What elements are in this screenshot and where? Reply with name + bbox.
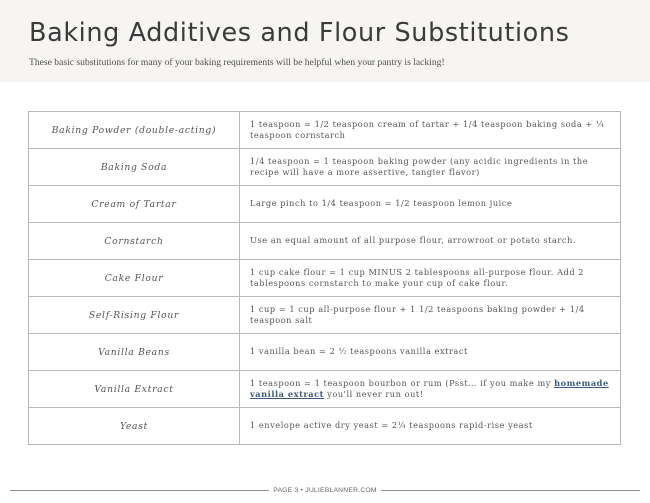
footer-divider-right xyxy=(381,490,640,491)
ingredient-cell: Cream of Tartar xyxy=(29,186,240,223)
ingredient-cell: Self-Rising Flour xyxy=(29,297,240,334)
ingredient-cell: Vanilla Extract xyxy=(29,371,240,408)
substitution-cell xyxy=(240,371,621,408)
substitution-text: you'll never run out! xyxy=(324,389,424,399)
table-row xyxy=(29,223,621,260)
footer-divider-left xyxy=(10,490,269,491)
substitution-cell: Use an equal amount of all purpose flour, arrowroot or potato starch. xyxy=(240,223,621,260)
page-footer xyxy=(10,484,640,496)
table-row xyxy=(29,149,621,186)
ingredient-cell: Cake Flour xyxy=(29,260,240,297)
ingredient-cell: Baking Soda xyxy=(29,149,240,186)
table-row xyxy=(29,260,621,297)
table-row xyxy=(29,334,621,371)
page-title: Baking Additives and Flour Substitutions xyxy=(29,18,570,48)
table-row xyxy=(29,112,621,149)
substitution-text: 1 teaspoon = 1 teaspoon bourbon or rum (Psst… if you make my xyxy=(250,377,555,388)
ingredient-cell: Baking Powder (double-acting) xyxy=(29,112,240,149)
substitution-cell: Large pinch to 1/4 teaspoon = 1/2 teaspoon lemon juice xyxy=(240,186,621,223)
substitution-cell: 1 cup cake flour = 1 cup MINUS 2 tablespoons all-purpose flour. Add 2 tablespoons cornstarch to make your cup of cake flour. xyxy=(240,260,621,297)
table-row xyxy=(29,371,621,408)
substitution-cell: 1 envelope active dry yeast = 2¼ teaspoons rapid-rise yeast xyxy=(240,408,621,445)
table-row xyxy=(29,297,621,334)
substitutions-table xyxy=(28,111,621,445)
ingredient-cell: Vanilla Beans xyxy=(29,334,240,371)
homemade-vanilla-extract-link[interactable]: homemade vanilla extract xyxy=(250,377,609,399)
page-subtitle: These basic substitutions for many of your baking requirements will be helpful when your pantry is lacking! xyxy=(29,57,445,68)
ingredient-cell: Yeast xyxy=(29,408,240,445)
substitution-cell: 1 cup = 1 cup all-purpose flour + 1 1/2 teaspoons baking powder + 1/4 teaspoon salt xyxy=(240,297,621,334)
substitution-cell: 1 teaspoon = 1/2 teaspoon cream of tartar + 1/4 teaspoon baking soda + ¼ teaspoon cornstarch xyxy=(240,112,621,149)
ingredient-cell: Cornstarch xyxy=(29,223,240,260)
footer-text: PAGE 3 • JULIEBLANNER.COM xyxy=(273,486,377,494)
table-row xyxy=(29,186,621,223)
header-band xyxy=(0,0,650,82)
substitution-cell: 1 vanilla bean = 2 ½ teaspoons vanilla extract xyxy=(240,334,621,371)
table-row xyxy=(29,408,621,445)
substitution-cell: 1/4 teaspoon = 1 teaspoon baking powder (any acidic ingredients in the recipe will have a more assertive, tangier flavor) xyxy=(240,149,621,186)
